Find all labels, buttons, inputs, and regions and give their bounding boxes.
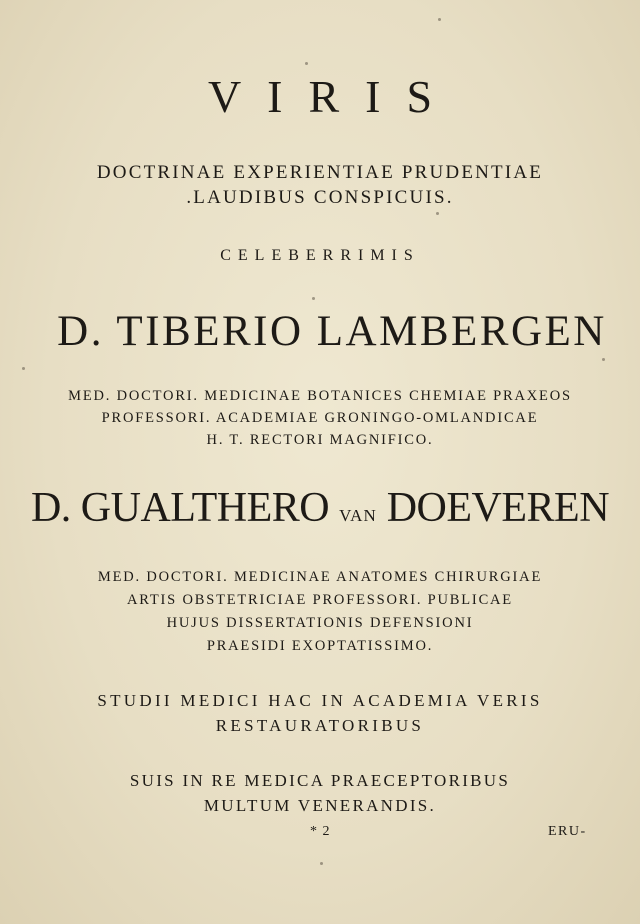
paper-speck (312, 297, 315, 300)
honoree-2-last-name: DOEVEREN (386, 485, 610, 531)
suis-line-2: MULTUM VENERANDIS. (203, 796, 437, 815)
honoree-2-title-line: PRAESIDI EXOPTATISSIMO. (206, 638, 434, 654)
honoree-2-title-line: ARTIS OBSTETRICIAE PROFESSORI. PUBLICAE (127, 592, 513, 608)
signature-mark: * 2 (310, 824, 331, 839)
honoree-2-title-line: MED. DOCTORI. MEDICINAE ANATOMES CHIRURGIAE (97, 569, 543, 585)
paper-speck (305, 62, 308, 65)
studii-line-1: STUDII MEDICI HAC IN ACADEMIA VERIS (97, 691, 543, 710)
suis-line-1: SUIS IN RE MEDICA PRAECEPTORIBUS (129, 771, 511, 790)
studii-line-2: RESTAURATORIBUS (215, 716, 425, 735)
honoree-2-name (0, 484, 640, 532)
honoree-2-first-name: D. GUALTHERO (30, 485, 330, 531)
honoree-1-title-line: PROFESSORI. ACADEMIAE GRONINGO-OMLANDICAE (101, 410, 539, 426)
page-heading: VIRIS (207, 71, 459, 122)
celeberrimis-line: CELEBERRIMIS (220, 247, 420, 264)
paper-speck (602, 358, 605, 361)
paper-speck (436, 212, 439, 215)
dedication-line-1: DOCTRINAE EXPERIENTIAE PRUDENTIAE (96, 162, 544, 183)
paper-speck (320, 862, 323, 865)
honoree-1-title-line: H. T. RECTORI MAGNIFICO. (206, 432, 434, 448)
paper-speck (22, 367, 25, 370)
honoree-2-particle: VAN (339, 506, 377, 525)
catchword: ERU- (548, 824, 587, 839)
dedication-line-2: .LAUDIBUS CONSPICUIS. (186, 187, 454, 208)
honoree-1-title-line: MED. DOCTORI. MEDICINAE BOTANICES CHEMIAE PRAXEOS (68, 388, 572, 404)
honoree-1-name: D. TIBERIO LAMBERGEN (57, 308, 607, 355)
paper-speck (438, 18, 441, 21)
honoree-2-title-line: HUJUS DISSERTATIONIS DEFENSIONI (166, 615, 474, 631)
